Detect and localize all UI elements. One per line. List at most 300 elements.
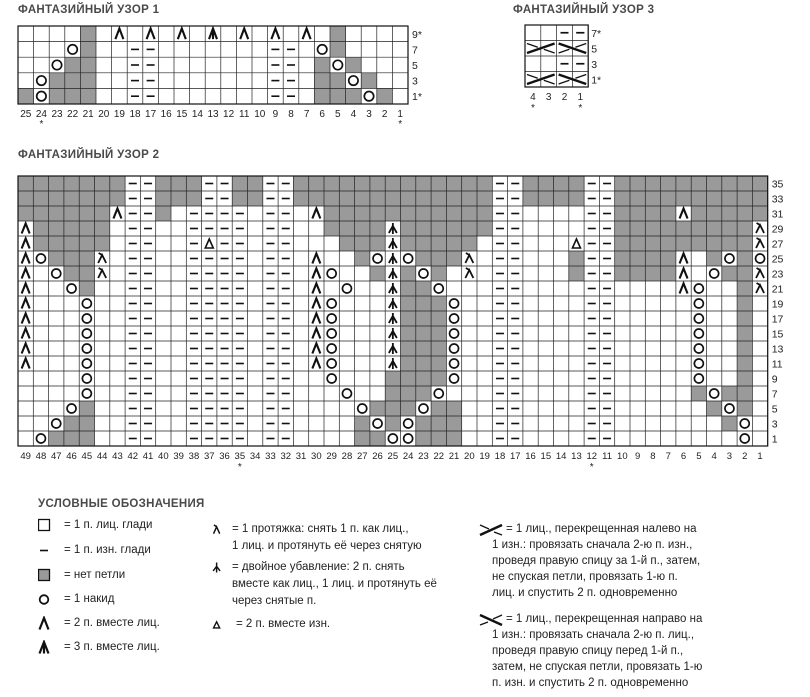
pattern2-col-label: 39 xyxy=(173,451,184,462)
no-stitch-cell xyxy=(569,251,584,266)
yarn-over-mark xyxy=(364,92,373,101)
pattern1-row-label: 3 xyxy=(412,75,418,88)
pattern2-row-label: 15 xyxy=(771,328,784,341)
no-stitch-cell xyxy=(416,206,431,221)
pattern1-col-label: 20 xyxy=(98,109,110,120)
no-stitch-cell xyxy=(416,431,431,446)
no-stitch-cell xyxy=(416,311,431,326)
no-stitch-cell xyxy=(538,191,553,206)
no-stitch-cell xyxy=(49,236,64,251)
no-stitch-cell xyxy=(615,176,630,191)
yarn-over-mark xyxy=(450,344,459,353)
no-stitch-cell xyxy=(385,176,400,191)
no-stitch-cell xyxy=(722,236,737,251)
no-stitch-cell xyxy=(385,371,400,386)
no-stitch-cell xyxy=(431,176,446,191)
no-stitch-cell xyxy=(385,206,400,221)
no-stitch-cell xyxy=(65,88,81,104)
pattern1-col-label: 12 xyxy=(223,109,235,120)
yarn-over-mark xyxy=(52,60,61,69)
double-decrease-mark xyxy=(389,223,397,234)
no-stitch-cell xyxy=(309,176,324,191)
yarn-over-mark xyxy=(450,329,459,338)
no-stitch-cell xyxy=(462,206,477,221)
pattern2-col-label: 40 xyxy=(158,451,169,462)
yarn-over-mark xyxy=(694,314,703,323)
no-stitch-cell xyxy=(645,236,660,251)
no-stitch-cell xyxy=(65,57,81,73)
yarn-over-mark xyxy=(349,76,358,85)
double-decrease-mark xyxy=(389,298,397,309)
yarn-over-mark xyxy=(36,254,45,263)
no-stitch-cell xyxy=(309,191,324,206)
no-stitch-cell xyxy=(416,281,431,296)
no-stitch-cell xyxy=(477,191,492,206)
pattern2-col-label: 23 xyxy=(418,451,429,462)
yarn-over-mark xyxy=(82,329,91,338)
yarn-over-mark xyxy=(450,374,459,383)
no-stitch-cell xyxy=(431,416,446,431)
yarn-over-mark xyxy=(52,269,61,278)
yarn-over-mark xyxy=(82,389,91,398)
pattern2-row-label: 21 xyxy=(771,283,784,296)
no-stitch-cell xyxy=(722,191,737,206)
pattern2-col-label: 2 xyxy=(742,451,748,462)
skpo-mark xyxy=(756,283,764,293)
pattern2-col-label: 6 xyxy=(680,451,687,462)
pattern1-col-label: 7 xyxy=(303,109,310,120)
pattern2-col-label: 21 xyxy=(448,451,460,462)
no-stitch-cell xyxy=(370,206,385,221)
no-stitch-cell xyxy=(18,88,34,104)
pattern2-row-label: 1 xyxy=(771,433,778,446)
pattern2-row-label: 35 xyxy=(771,178,784,191)
no-stitch-cell xyxy=(79,416,94,431)
legend-item-skpo xyxy=(212,522,452,556)
no-stitch-cell xyxy=(355,431,370,446)
no-stitch-cell xyxy=(324,206,339,221)
no-stitch-cell xyxy=(431,206,446,221)
pattern1-col-label: 23 xyxy=(51,109,63,120)
skpo-mark xyxy=(465,268,473,278)
pattern2-row-label: 5 xyxy=(771,403,778,416)
legend-nostitch-text: = нет петли xyxy=(64,569,126,581)
pattern2-row-label: 9 xyxy=(771,373,778,386)
legend-crossleft-line5: лиц. и спустить 2 п. одновременно xyxy=(492,587,678,599)
double-decrease-mark xyxy=(389,268,397,279)
no-stitch-cell xyxy=(431,401,446,416)
pattern2-col-label: 26 xyxy=(372,451,383,462)
yarn-over-mark xyxy=(419,269,428,278)
yarn-over-icon xyxy=(38,592,64,607)
pattern1-col-label: 11 xyxy=(239,109,250,120)
legend-k2tog-text: = 2 п. вместе лиц. xyxy=(64,617,160,629)
no-stitch-cell xyxy=(462,236,477,251)
k2tog-mark xyxy=(680,269,688,279)
no-stitch-cell xyxy=(33,176,48,191)
no-stitch-cell xyxy=(33,206,48,221)
no-stitch-cell xyxy=(49,431,64,446)
no-stitch-cell xyxy=(232,191,247,206)
no-stitch-cell xyxy=(64,176,79,191)
pattern3-star-mark: * xyxy=(578,103,583,114)
double-decrease-mark xyxy=(389,328,397,339)
skpo-mark xyxy=(465,253,473,263)
skpo-icon xyxy=(212,522,232,537)
no-stitch-cell xyxy=(33,191,48,206)
yarn-over-mark xyxy=(404,419,413,428)
pattern3-star-mark: * xyxy=(530,103,535,114)
no-stitch-cell xyxy=(156,191,171,206)
k2tog-mark xyxy=(680,209,688,219)
k2tog-icon xyxy=(38,616,64,631)
k2tog-mark xyxy=(312,254,320,264)
legend-double-line1: = двойное убавление: 2 п. снять xyxy=(232,561,405,573)
yarn-over-mark xyxy=(342,284,351,293)
no-stitch-cell xyxy=(431,371,446,386)
skpo-mark xyxy=(756,238,764,248)
pattern1-star-mark: * xyxy=(398,119,403,130)
pattern3-row-label: 1* xyxy=(591,74,602,87)
no-stitch-cell xyxy=(737,386,752,401)
no-stitch-cell xyxy=(95,176,110,191)
no-stitch-cell xyxy=(110,191,125,206)
no-stitch-cell xyxy=(737,356,752,371)
yarn-over-mark xyxy=(725,254,734,263)
no-stitch-cell xyxy=(446,176,461,191)
no-stitch-cell xyxy=(431,326,446,341)
no-stitch-cell xyxy=(676,236,691,251)
no-stitch-cell xyxy=(156,176,171,191)
no-stitch-cell xyxy=(80,88,96,104)
pattern3-row-label: 7* xyxy=(591,27,602,40)
no-stitch-cell xyxy=(416,251,431,266)
no-stitch-cell xyxy=(737,311,752,326)
pattern2-row-label: 27 xyxy=(771,238,784,251)
no-stitch-cell xyxy=(64,236,79,251)
skpo-mark xyxy=(98,268,106,278)
no-stitch-cell xyxy=(707,236,722,251)
no-stitch-cell xyxy=(630,236,645,251)
no-stitch-cell xyxy=(355,236,370,251)
no-stitch-cell xyxy=(630,251,645,266)
no-stitch-cell xyxy=(523,176,538,191)
pattern2-col-label: 27 xyxy=(356,451,368,462)
no-stitch-cell xyxy=(370,401,385,416)
no-stitch-cell xyxy=(79,266,94,281)
k2tog-mark xyxy=(312,329,320,339)
legend-item-cross-left xyxy=(478,522,788,604)
pattern1-col-label: 2 xyxy=(381,109,388,120)
legend-item-p2tog xyxy=(212,617,412,633)
no-stitch-cell xyxy=(722,176,737,191)
yarn-over-mark xyxy=(327,374,336,383)
no-stitch-cell xyxy=(33,236,48,251)
no-stitch-cell xyxy=(339,236,354,251)
no-stitch-cell xyxy=(752,176,767,191)
yarn-over-mark xyxy=(694,284,703,293)
yarn-over-mark xyxy=(388,434,397,443)
yarn-over-mark xyxy=(725,404,734,413)
no-stitch-cell xyxy=(737,206,752,221)
no-stitch-cell xyxy=(346,88,362,104)
pattern3-col-label: 2 xyxy=(561,92,568,103)
pattern2-col-label: 28 xyxy=(341,451,353,462)
k2tog-mark xyxy=(22,224,30,234)
no-stitch-cell xyxy=(707,401,722,416)
pattern2-col-label: 45 xyxy=(81,451,93,462)
no-stitch-cell xyxy=(737,191,752,206)
no-stitch-cell xyxy=(446,191,461,206)
no-stitch-cell xyxy=(691,236,706,251)
no-stitch-cell xyxy=(431,296,446,311)
no-stitch-cell xyxy=(95,206,110,221)
yarn-over-mark xyxy=(710,389,719,398)
no-stitch-cell xyxy=(401,326,416,341)
pattern2-col-label: 20 xyxy=(464,451,475,462)
pattern2-col-label: 13 xyxy=(571,451,582,462)
pattern2-col-label: 15 xyxy=(540,451,552,462)
yarn-over-mark xyxy=(694,359,703,368)
yarn-over-mark xyxy=(450,359,459,368)
no-stitch-cell xyxy=(314,57,330,73)
no-stitch-cell xyxy=(248,191,263,206)
no-stitch-cell xyxy=(401,281,416,296)
no-stitch-cell xyxy=(737,236,752,251)
pattern2-col-label: 30 xyxy=(311,451,322,462)
no-stitch-cell xyxy=(615,221,630,236)
legend-crossright-line3: проведя правую спицу перед 1-й п., xyxy=(492,645,684,657)
pattern2-col-label: 10 xyxy=(617,451,628,462)
no-stitch-cell xyxy=(401,266,416,281)
no-stitch-cell xyxy=(401,356,416,371)
no-stitch-cell xyxy=(615,251,630,266)
no-stitch-cell xyxy=(65,73,81,89)
yarn-over-mark xyxy=(37,92,46,101)
no-stitch-cell xyxy=(446,251,461,266)
legend-crossleft-line1: = 1 лиц., перекрещенная налево на xyxy=(506,523,697,535)
no-stitch-cell xyxy=(569,191,584,206)
no-stitch-cell xyxy=(416,236,431,251)
no-stitch-icon xyxy=(38,568,64,583)
k2tog-mark xyxy=(178,29,186,40)
no-stitch-cell xyxy=(79,251,94,266)
k2tog-mark xyxy=(147,29,155,40)
yarn-over-mark xyxy=(358,404,367,413)
legend-item-knit xyxy=(38,518,238,534)
pattern2-col-label: 16 xyxy=(525,451,536,462)
no-stitch-cell xyxy=(186,191,201,206)
pattern1-col-label: 14 xyxy=(191,109,203,120)
k2tog-mark xyxy=(115,29,123,40)
no-stitch-cell xyxy=(722,266,737,281)
no-stitch-cell xyxy=(355,191,370,206)
pattern2-col-label: 8 xyxy=(650,451,656,462)
no-stitch-cell xyxy=(361,73,377,89)
yarn-over-mark xyxy=(373,419,382,428)
no-stitch-cell xyxy=(737,326,752,341)
no-stitch-cell xyxy=(370,221,385,236)
no-stitch-cell xyxy=(661,266,676,281)
pattern3-row-label: 3 xyxy=(591,58,598,71)
no-stitch-cell xyxy=(49,221,64,236)
pattern2-col-label: 44 xyxy=(96,451,108,462)
no-stitch-cell xyxy=(79,221,94,236)
k2tog-mark xyxy=(22,299,30,309)
no-stitch-cell xyxy=(324,191,339,206)
no-stitch-cell xyxy=(446,401,461,416)
legend-crossright-line2: 1 изн.: провязать сначала 2-ю п. лиц., xyxy=(492,629,695,641)
no-stitch-cell xyxy=(330,42,346,58)
no-stitch-cell xyxy=(691,386,706,401)
k2tog-mark xyxy=(22,344,30,354)
p2tog-mark xyxy=(572,239,580,248)
no-stitch-cell xyxy=(156,206,171,221)
double-decrease-mark xyxy=(389,253,397,264)
pattern1-col-label: 15 xyxy=(176,109,188,120)
no-stitch-cell xyxy=(355,416,370,431)
yarn-over-mark xyxy=(694,374,703,383)
pattern3-col-label: 1 xyxy=(577,92,584,103)
pattern2-title: ФАНТАЗИЙНЫЙ УЗОР 2 xyxy=(18,149,160,161)
pattern2-col-label: 1 xyxy=(757,451,763,462)
no-stitch-cell xyxy=(416,416,431,431)
pattern2-row-label: 19 xyxy=(771,298,784,311)
no-stitch-cell xyxy=(431,341,446,356)
no-stitch-cell xyxy=(737,296,752,311)
yarn-over-mark xyxy=(68,45,77,54)
no-stitch-cell xyxy=(110,176,125,191)
no-stitch-cell xyxy=(431,221,446,236)
double-decrease-mark xyxy=(389,313,397,324)
p2tog-mark xyxy=(205,239,213,248)
no-stitch-cell xyxy=(79,401,94,416)
no-stitch-cell xyxy=(722,416,737,431)
k2tog-mark xyxy=(22,239,30,249)
double-decrease-mark xyxy=(389,343,397,354)
no-stitch-cell xyxy=(446,221,461,236)
pattern1-col-label: 10 xyxy=(254,109,266,120)
legend-crossleft-line3: проведя правую спицу за 1-й п., затем, xyxy=(492,555,701,567)
no-stitch-cell xyxy=(707,251,722,266)
no-stitch-cell xyxy=(431,266,446,281)
legend-item-purl xyxy=(38,543,238,559)
no-stitch-cell xyxy=(630,221,645,236)
no-stitch-cell xyxy=(339,191,354,206)
legend-double-line3: через снятые п. xyxy=(232,595,317,607)
legend-purl-text: = 1 п. изн. глади xyxy=(64,544,151,556)
knit-square-icon xyxy=(38,518,64,533)
no-stitch-cell xyxy=(431,191,446,206)
pattern2-row-label: 7 xyxy=(771,388,778,401)
pattern1-row-label: 9* xyxy=(412,28,422,41)
k2tog-mark xyxy=(22,314,30,324)
legend-item-yo xyxy=(38,592,238,608)
yarn-over-mark xyxy=(373,254,382,263)
no-stitch-cell xyxy=(416,326,431,341)
yarn-over-mark xyxy=(333,60,342,69)
no-stitch-cell xyxy=(431,236,446,251)
no-stitch-cell xyxy=(401,206,416,221)
pattern2-star-mark: * xyxy=(589,462,594,473)
no-stitch-cell xyxy=(737,371,752,386)
no-stitch-cell xyxy=(355,206,370,221)
pattern2-col-label: 22 xyxy=(433,451,445,462)
no-stitch-cell xyxy=(707,221,722,236)
no-stitch-cell xyxy=(722,221,737,236)
no-stitch-cell xyxy=(171,191,186,206)
no-stitch-cell xyxy=(615,191,630,206)
yarn-over-mark xyxy=(434,284,443,293)
no-stitch-cell xyxy=(737,341,752,356)
pattern2-col-label: 46 xyxy=(66,451,77,462)
no-stitch-cell xyxy=(293,191,308,206)
no-stitch-cell xyxy=(446,236,461,251)
yarn-over-mark xyxy=(82,359,91,368)
pattern2-col-label: 32 xyxy=(280,451,292,462)
k2tog-mark xyxy=(312,314,320,324)
no-stitch-cell xyxy=(630,206,645,221)
yarn-over-mark xyxy=(694,329,703,338)
no-stitch-cell xyxy=(64,416,79,431)
no-stitch-cell xyxy=(324,176,339,191)
no-stitch-cell xyxy=(676,176,691,191)
pattern2-col-label: 9 xyxy=(635,451,641,462)
no-stitch-cell xyxy=(64,431,79,446)
no-stitch-cell xyxy=(401,371,416,386)
yarn-over-mark xyxy=(82,344,91,353)
no-stitch-cell xyxy=(171,176,186,191)
no-stitch-cell xyxy=(355,221,370,236)
no-stitch-cell xyxy=(232,176,247,191)
pattern2-row-label: 31 xyxy=(771,208,784,221)
pattern2-col-label: 38 xyxy=(188,451,200,462)
no-stitch-cell xyxy=(401,191,416,206)
pattern2-col-label: 49 xyxy=(20,451,31,462)
no-stitch-cell xyxy=(737,251,752,266)
no-stitch-cell xyxy=(95,191,110,206)
no-stitch-cell xyxy=(431,251,446,266)
k2tog-mark xyxy=(240,29,248,40)
pattern2-col-label: 17 xyxy=(509,451,521,462)
no-stitch-cell xyxy=(569,266,584,281)
yarn-over-mark xyxy=(327,344,336,353)
no-stitch-cell xyxy=(630,191,645,206)
no-stitch-cell xyxy=(752,191,767,206)
pattern1-grid xyxy=(18,26,408,104)
pattern1-col-label: 16 xyxy=(160,109,172,120)
yarn-over-mark xyxy=(36,434,45,443)
legend-p2tog-text: = 2 п. вместе изн. xyxy=(236,618,331,630)
no-stitch-cell xyxy=(95,221,110,236)
legend-knit-text: = 1 п. лиц. глади xyxy=(64,519,153,531)
pattern1-col-label: 21 xyxy=(82,109,94,120)
no-stitch-cell xyxy=(248,176,263,191)
no-stitch-cell xyxy=(401,341,416,356)
pattern2-col-label: 25 xyxy=(387,451,399,462)
no-stitch-cell xyxy=(79,236,94,251)
no-stitch-cell xyxy=(446,206,461,221)
no-stitch-cell xyxy=(64,266,79,281)
no-stitch-cell xyxy=(377,88,393,104)
k2tog-mark xyxy=(271,29,279,40)
k2tog-mark xyxy=(680,284,688,294)
no-stitch-cell xyxy=(18,191,33,206)
no-stitch-cell xyxy=(80,73,96,89)
pattern2-row-label: 23 xyxy=(771,268,784,281)
no-stitch-cell xyxy=(186,176,201,191)
no-stitch-cell xyxy=(645,176,660,191)
